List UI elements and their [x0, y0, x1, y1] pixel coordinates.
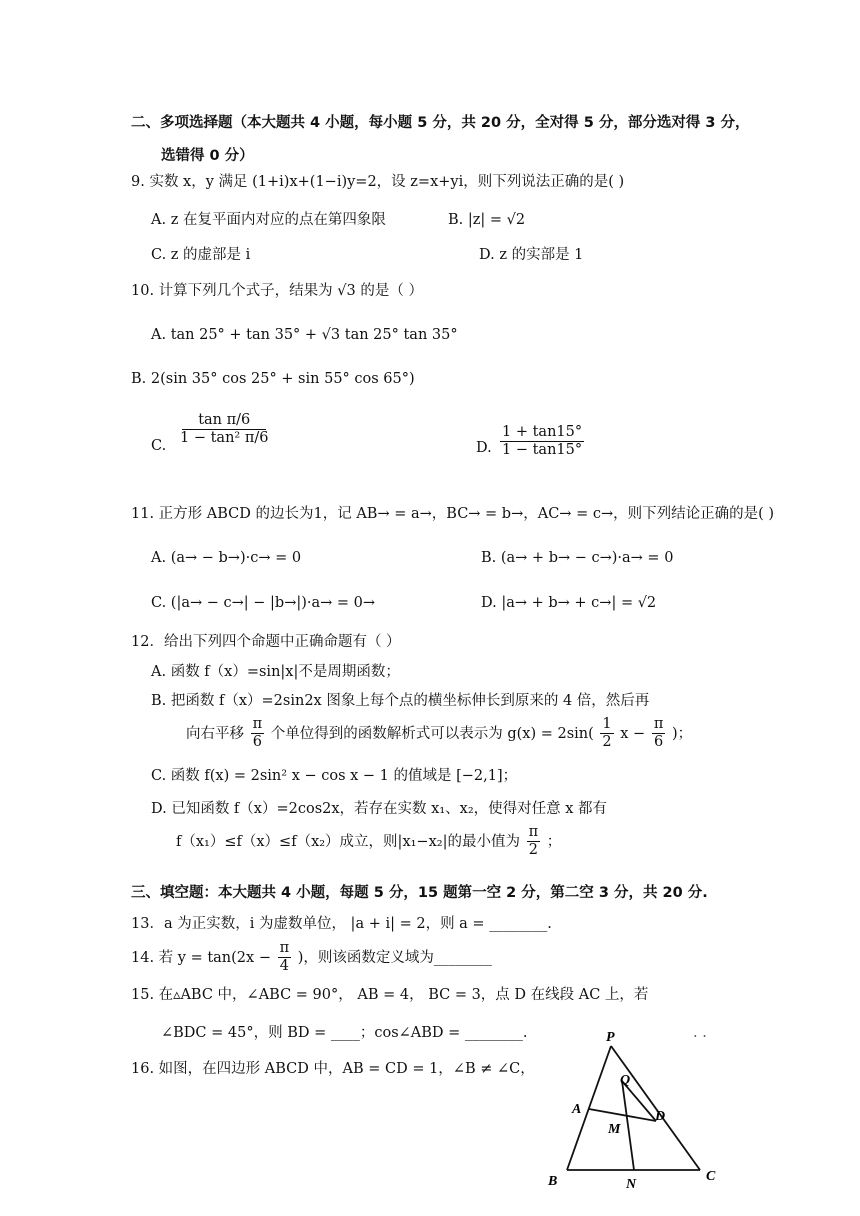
section-2-title: 二、多项选择题（本大题共 4 小题，每小题 5 分，共 20 分，全对得 5 分，部分选对得 3 分， [131, 115, 750, 131]
q12-b-frac2-den: 2 [602, 734, 612, 751]
q12-b-frac2-num: 1 [600, 716, 613, 734]
label-m: M [608, 1122, 621, 1137]
q12-d-text-1: f（x₁）≤f（x）≤f（x₂）成立，则|x₁−x₂|的最小值为 [176, 833, 520, 850]
q9-option-d: D. z 的实部是 1 [479, 247, 584, 263]
label-n: N [626, 1177, 637, 1192]
q12-option-b-line1: B. 把函数 f（x）=2sin2x 图象上每个点的横坐标伸长到原来的 4 倍，然后再 [151, 693, 650, 709]
q9-option-b: B. |z| = √2 [448, 212, 526, 228]
q12-b-text-2: 个单位得到的函数解析式可以表示为 g(x) = 2sin( [270, 725, 594, 742]
q11-stem: 11. 正方形 ABCD 的边长为1，记 AB→ = a→，BC→ = b→，AC→ = c→，则下列结论正确的是( ) [131, 506, 775, 522]
section-3-title: 三、填空题：本大题共 4 小题，每题 5 分，15 题第一空 2 分，第二空 3 分，共 20 分. [131, 885, 708, 901]
q11-option-c: C. (|a→ − c→| − |b→|)·a→ = 0→ [151, 595, 376, 611]
q12-option-d-line1: D. 已知函数 f（x）=2cos2x，若存在实数 x₁、x₂，使得对任意 x 都有 [151, 801, 608, 817]
q12-b-frac3-num: π [652, 716, 666, 734]
q12-b-frac1-num: π [251, 716, 265, 734]
q10-d-denominator: 1 − tan15° [502, 442, 583, 459]
q10-option-d-label: D. [476, 440, 492, 456]
q14-text [131, 940, 492, 976]
q10-option-b: B. 2(sin 35° cos 25° + sin 55° cos 65°) [131, 371, 415, 387]
label-q: Q [620, 1073, 631, 1088]
q12-b-frac1-den: 6 [252, 734, 262, 751]
q10-stem: 10. 计算下列几个式子，结果为 √3 的是（ ） [131, 283, 423, 299]
label-p: P [606, 1030, 615, 1045]
label-b: B [548, 1174, 558, 1189]
q10-option-c-fraction [176, 412, 272, 448]
label-c: C [706, 1169, 716, 1184]
q12-b-text-4: )； [671, 725, 693, 742]
q12-option-c: C. 函数 f(x) = 2sin² x − cos x − 1 的值域是 [−2,1]； [151, 768, 518, 784]
q14-frac-den: 4 [279, 958, 289, 975]
q11-option-b: B. (a→ + b→ − c→)·a→ = 0 [481, 550, 674, 566]
q12-d-frac-den: 2 [528, 842, 538, 859]
q12-d-frac-num: π [527, 824, 541, 842]
corner-mark: . . [693, 1025, 707, 1041]
line-ad [589, 1109, 656, 1121]
q16-text: 16. 如图，在四边形 ABCD 中，AB = CD = 1，∠B ≠ ∠C， [131, 1061, 535, 1077]
label-a: A [572, 1102, 582, 1117]
q15-line2: ∠BDC = 45°，则 BD = ____；cos∠ABD = ________. [161, 1025, 528, 1041]
q13-text: 13．a 为正实数，i 为虚数单位， |a + i| = 2，则 a = ________. [131, 916, 552, 932]
q12-option-a: A. 函数 f（x）=sin|x|不是周期函数； [151, 664, 400, 680]
q10-option-d-fraction [498, 424, 586, 460]
q12-b-text-1: 向右平移 [186, 725, 244, 742]
quadrilateral-figure [540, 1025, 730, 1195]
label-d: D [655, 1109, 666, 1124]
q14-frac-num: π [278, 940, 292, 958]
q12-option-b-line2 [186, 716, 692, 752]
q12-d-text-2: ； [546, 833, 562, 850]
q10-c-denominator: 1 − tan² π/6 [180, 430, 269, 447]
q12-b-text-3: x − [620, 725, 646, 742]
q12-b-frac3-den: 6 [653, 734, 664, 751]
q9-option-c: C. z 的虚部是 i [151, 247, 251, 263]
q10-d-numerator: 1 + tan15° [500, 424, 584, 442]
q12-stem: 12．给出下列四个命题中正确命题有（ ） [131, 634, 401, 650]
q11-option-a: A. (a→ − b→)·c→ = 0 [151, 550, 302, 566]
section-2-title-cont: 选错得 0 分） [161, 148, 254, 164]
q9-option-a: A. z 在复平面内对应的点在第四象限 [151, 212, 386, 228]
q10-option-c-label: C. [151, 438, 167, 454]
q10-c-numerator: tan π/6 [182, 412, 266, 430]
q14-text-1: 14. 若 y = tan(2x − [131, 949, 271, 966]
q15-line1: 15. 在▵ABC 中，∠ABC = 90°， AB = 4， BC = 3，点 D 在线段 AC 上，若 [131, 987, 649, 1003]
q12-option-d-line2 [176, 824, 561, 860]
q11-option-d: D. |a→ + b→ + c→| = √2 [481, 595, 657, 611]
q9-stem: 9. 实数 x，y 满足 (1+i)x+(1−i)y=2，设 z=x+yi，则下列说法正确的是( ) [131, 174, 625, 190]
q14-text-2: )，则该函数定义域为________ [297, 949, 492, 966]
line-pc [611, 1046, 700, 1170]
q10-option-a: A. tan 25° + tan 35° + √3 tan 25° tan 35° [151, 327, 458, 343]
